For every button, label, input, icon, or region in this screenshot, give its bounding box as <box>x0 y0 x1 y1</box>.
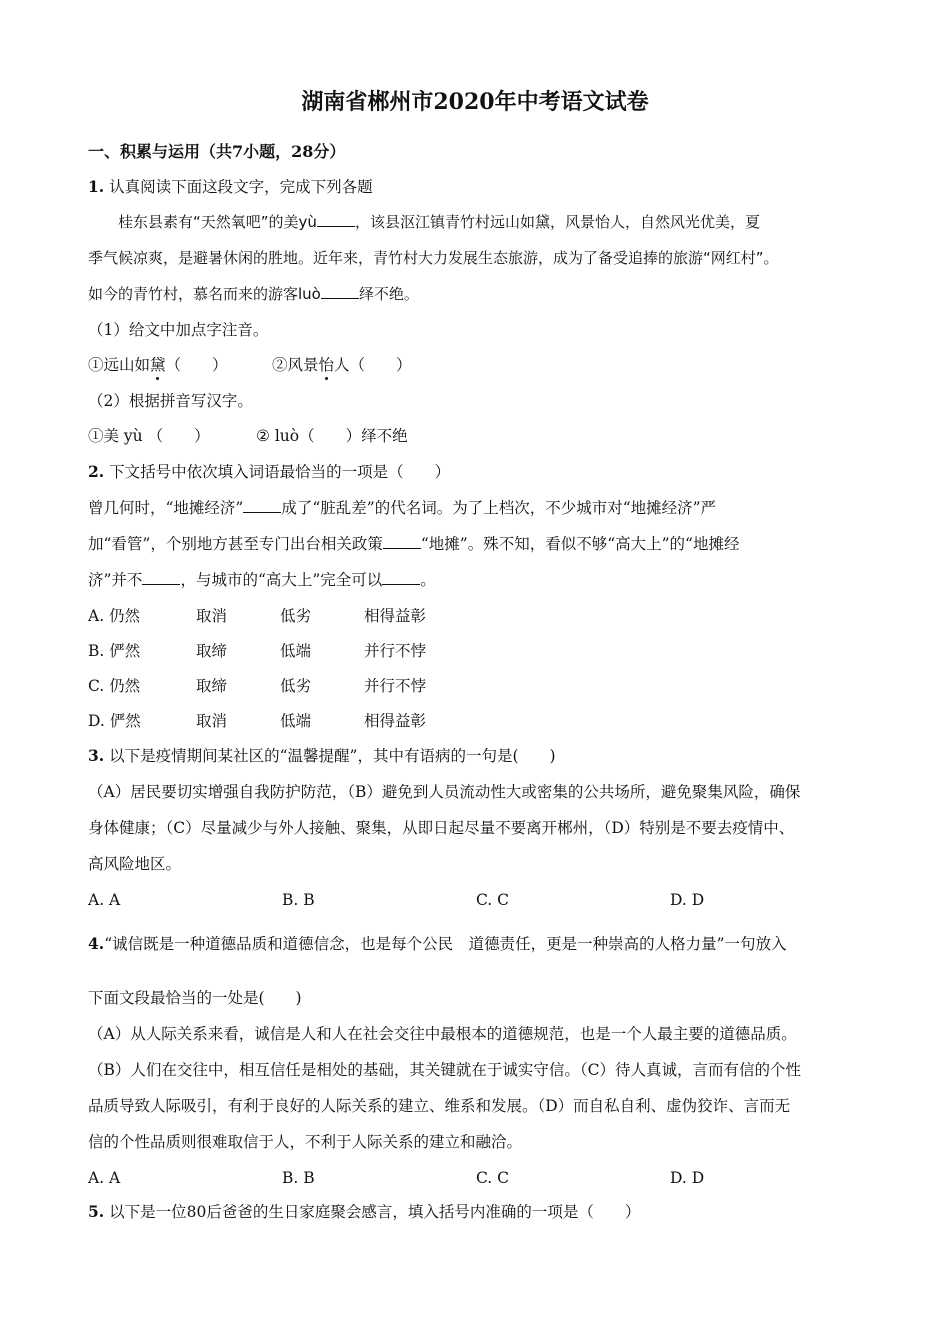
option-c[interactable]: C. C <box>476 891 510 909</box>
option-c-word-2: 取缔 <box>196 677 228 695</box>
fill-blank[interactable] <box>243 498 281 513</box>
option-d[interactable]: D. 俨然 <box>88 712 141 730</box>
option-a-word-4: 相得益彰 <box>364 607 427 625</box>
question-3-line-2: 身体健康；（C）尽量减少与外人接触、聚集，从即日起尽量不要离开郴州，（D）特别是不要去疫情中、 <box>88 819 795 837</box>
dotted-char: 怡 <box>318 356 335 374</box>
option-b[interactable]: B. 俨然 <box>88 642 141 660</box>
question-5-stem: 5. 以下是一位80后爸爸的生日家庭聚会感言，填入括号内准确的一项是（ ） <box>88 1202 641 1221</box>
question-3-stem: 3. 以下是疫情期间某社区的“温馨提醒”，其中有语病的一句是( ) <box>88 746 556 765</box>
option-c-word-3: 低劣 <box>280 677 312 695</box>
question-1-stem: 1. 认真阅读下面这段文字，完成下列各题 <box>88 177 373 196</box>
passage-line-2: 季气候凉爽，是避暑休闲的胜地。近年来，青竹村大力发展生态旅游，成为了备受追捧的旅游“网红村”。 <box>88 249 779 267</box>
question-number: 4. <box>88 934 105 953</box>
option-c-word-4: 并行不悖 <box>364 677 427 695</box>
sub-question-1-a: ①远山如黛（ ） <box>88 356 228 374</box>
sub-question-2: （2）根据拼音写汉字。 <box>88 392 253 410</box>
question-2-text-3: 济”并不 ，与城市的“高大上”完全可以 。 <box>88 571 436 589</box>
fill-blank[interactable] <box>382 570 420 585</box>
question-2-text-2: 加“看管”，个别地方甚至专门出台相关政策 “地摊”。殊不知，看似不够“高大上”的“地摊经 <box>88 535 740 553</box>
fill-blank[interactable] <box>383 534 421 549</box>
question-number: 1. <box>88 177 105 196</box>
question-number: 2. <box>88 462 105 481</box>
option-b[interactable]: B. B <box>282 1169 315 1187</box>
option-c[interactable]: C. C <box>476 1169 510 1187</box>
question-4-line-3: 品质导致人际吸引，有利于良好的人际关系的建立、维系和发展。（D）而自私自利、虚伪狡诈、言而无 <box>88 1097 791 1115</box>
option-b-word-2: 取缔 <box>196 642 228 660</box>
question-4-stem: 4.“诚信既是一种道德品质和道德信念，也是每个公民 道德责任，更是一种崇高的人格力量”一句放入 <box>88 934 787 953</box>
option-a-word-3: 低劣 <box>280 607 312 625</box>
page-title: 湖南省郴州市2020年中考语文试卷 <box>301 89 649 115</box>
option-b[interactable]: B. B <box>282 891 315 909</box>
option-d-word-2: 取消 <box>196 712 228 730</box>
question-number: 3. <box>88 746 105 765</box>
sub-question-2-b: ② luò（ ）绎不绝 <box>256 427 408 445</box>
question-4-line-2: （B）人们在交往中，相互信任是相处的基础，其关键就在于诚实守信。（C）待人真诚，言而有信的个性 <box>88 1061 802 1079</box>
option-a[interactable]: A. A <box>88 891 121 909</box>
fill-blank[interactable] <box>321 284 359 299</box>
passage-line-1: 桂东县素有“天然氧吧”的美yù ，该县沤江镇青竹村远山如黛，风景怡人，自然风光优美，夏 <box>118 213 760 231</box>
question-4-line-4: 信的个性品质则很难取信于人，不利于人际关系的建立和融洽。 <box>88 1133 523 1151</box>
option-d-word-3: 低端 <box>280 712 312 730</box>
fill-blank[interactable] <box>142 570 180 585</box>
option-b-word-3: 低端 <box>280 642 312 660</box>
dotted-char: 黛 <box>150 356 166 374</box>
option-a-word-2: 取消 <box>196 607 228 625</box>
option-d[interactable]: D. D <box>670 1169 705 1187</box>
option-d[interactable]: D. D <box>670 891 705 909</box>
question-2-text-1: 曾几何时，“地摊经济” 成了“脏乱差”的代名词。为了上档次，不少城市对“地摊经济”严 <box>88 499 717 517</box>
option-c[interactable]: C. 仍然 <box>88 677 141 695</box>
sub-question-1-b: ②风景怡人（ ） <box>272 356 412 374</box>
passage-line-3: 如今的青竹村，慕名而来的游客luò 绎不绝。 <box>88 285 419 303</box>
question-4-stem-2: 下面文段最恰当的一处是( ) <box>88 989 302 1007</box>
option-a[interactable]: A. 仍然 <box>88 607 141 625</box>
sub-question-2-a: ①美 yù （ ） <box>88 427 210 445</box>
option-b-word-4: 并行不悖 <box>364 642 427 660</box>
option-a[interactable]: A. A <box>88 1169 121 1187</box>
sub-question-1: （1）给文中加点字注音。 <box>88 321 269 339</box>
question-number: 5. <box>88 1202 105 1221</box>
question-3-line-3: 高风险地区。 <box>88 855 182 873</box>
question-4-line-1: （A）从人际关系来看，诚信是人和人在社会交往中最根本的道德规范，也是一个人最主要的道德品质。 <box>88 1025 797 1043</box>
question-2-stem: 2. 下文括号中依次填入词语最恰当的一项是（ ） <box>88 462 451 481</box>
question-3-line-1: （A）居民要切实增强自我防护防范，（B）避免到人员流动性大或密集的公共场所，避免聚集风险，确保 <box>88 783 801 801</box>
section-heading: 一、积累与运用（共7小题，28分） <box>88 142 346 161</box>
option-d-word-4: 相得益彰 <box>364 712 427 730</box>
fill-blank[interactable] <box>317 212 355 227</box>
